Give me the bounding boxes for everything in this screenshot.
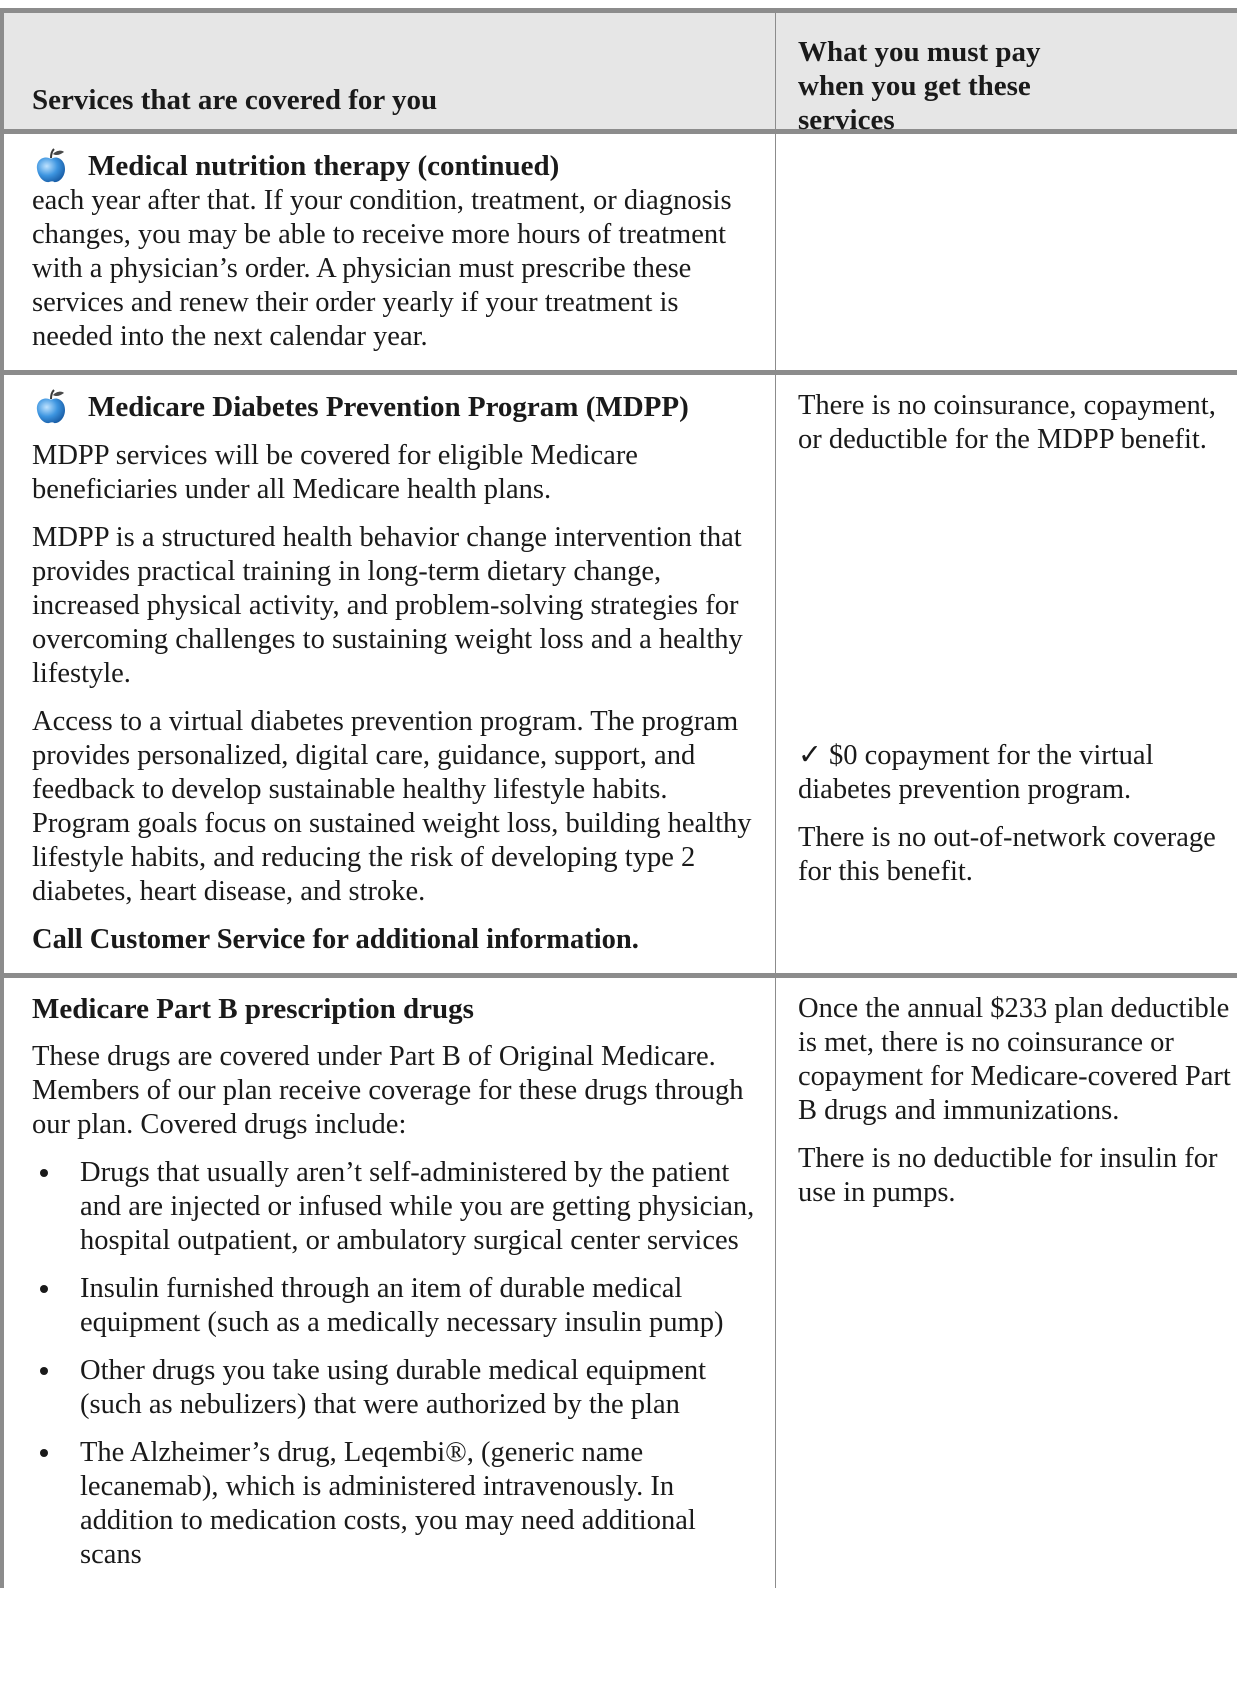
row-paragraph: These drugs are covered under Part B of Original Medicare. Members of our plan receive coverage for these drugs through our plan. Covered drugs include: [32, 1041, 744, 1140]
benefits-table [0, 8, 1237, 1588]
row-paragraph-call: Call Customer Service for additional information. [32, 924, 639, 955]
header-right-cell [775, 13, 1237, 136]
payment-cell [775, 134, 1237, 370]
header-pay-label: What you must pay when you get these services [798, 36, 1041, 136]
row-title-text: Medicare Part B prescription drugs [32, 993, 474, 1025]
payment-text: There is no coinsurance, copayment, or deductible for the MDPP benefit. [798, 390, 1216, 455]
header-services-label: Services that are covered for you [32, 84, 438, 116]
row-title-text: Medical nutrition therapy (continued) [88, 150, 560, 182]
apple-icon [32, 148, 76, 184]
bullet-dot [40, 1367, 48, 1375]
list-item-text: Insulin furnished through an item of durable medical equipment (such as a medically necessary insulin pump) [80, 1273, 724, 1338]
row-title [32, 148, 755, 184]
header-left-cell [0, 13, 775, 129]
row-paragraph: MDPP services will be covered for eligible Medicare beneficiaries under all Medicare health plans. [32, 440, 638, 505]
bullet-dot [40, 1449, 48, 1457]
row-title [32, 389, 755, 425]
payment-cell [775, 375, 1237, 973]
row-paragraph: MDPP is a structured health behavior change intervention that provides practical training in long-term dietary change, increased physical activity, and problem-solving strategies for overcoming challenges to sustaining weight loss and a healthy lifestyle. [32, 522, 743, 689]
table-row [0, 134, 1237, 375]
list-item-text: The Alzheimer’s drug, Leqembi®, (generic name lecanemab), which is administered intravenously. In addition to medication costs, you may need additional scans [80, 1437, 696, 1570]
table-row [0, 375, 1237, 978]
row-paragraph: Access to a virtual diabetes prevention program. The program provides personalized, digital care, guidance, support, and feedback to develop sustainable healthy lifestyle habits. Program goals focus on sustained weight loss, building healthy lifestyle habits, and reducing the risk of developing type 2 diabetes, heart disease, and stroke. [32, 706, 752, 907]
list-item [32, 1272, 755, 1340]
list-item [32, 1156, 755, 1258]
list-item [32, 1354, 755, 1422]
payment-text: There is no deductible for insulin for use in pumps. [798, 1143, 1218, 1208]
row-paragraph: each year after that. If your condition, treatment, or diagnosis changes, you may be able to receive more hours of treatment with a physician’s order. A physician must prescribe these services and renew their order yearly if your treatment is needed into the next calendar year. [32, 185, 732, 352]
services-cell [0, 134, 775, 370]
bullet-dot [40, 1285, 48, 1293]
payment-text: ✓ $0 copayment for the virtual diabetes prevention program. [798, 740, 1154, 805]
apple-icon [32, 389, 76, 425]
row-title [32, 992, 755, 1026]
list-item-text: Other drugs you take using durable medical equipment (such as nebulizers) that were authorized by the plan [80, 1355, 707, 1420]
row-title-text: Medicare Diabetes Prevention Program (MDPP) [88, 391, 689, 423]
bullet-dot [40, 1169, 48, 1177]
list-item-text: Drugs that usually aren’t self-administered by the patient and are injected or infused while you are getting physician, hospital outpatient, or ambulatory surgical center services [80, 1157, 755, 1256]
services-cell [0, 375, 775, 973]
table-header [0, 13, 1237, 134]
list-item [32, 1436, 755, 1572]
bullet-list [32, 1156, 755, 1572]
payment-cell [775, 978, 1237, 1588]
services-cell [0, 978, 775, 1588]
payment-text: There is no out-of-network coverage for this benefit. [798, 822, 1216, 887]
table-row [0, 978, 1237, 1588]
payment-text: Once the annual $233 plan deductible is met, there is no coinsurance or copayment for Medicare-covered Part B drugs and immunizations. [798, 993, 1231, 1126]
